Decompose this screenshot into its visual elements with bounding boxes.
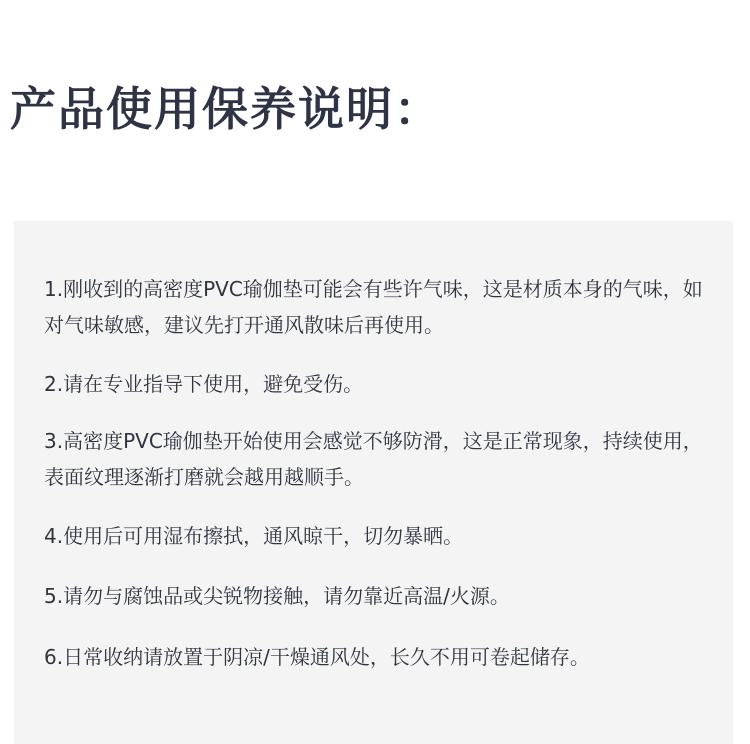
instruction-item-1: 1.刚收到的高密度PVC瑜伽垫可能会有些许气味，这是材质本身的气味，如对气味敏感，建议先打开通风散味后再使用。 [44,277,703,337]
page-title: 产品使用保养说明： [10,82,442,136]
instruction-item-2: 2.请在专业指导下使用，避免受伤。 [44,372,364,396]
instruction-item-3: 3.高密度PVC瑜伽垫开始使用会感觉不够防滑，这是正常现象，持续使用，表面纹理逐渐打磨就会越用越顺手。 [44,429,703,489]
instructions-panel [14,221,733,744]
instruction-item-5: 5.请勿与腐蚀品或尖锐物接触，请勿靠近高温/火源。 [44,584,510,608]
instruction-item-4: 4.使用后可用湿布擦拭，通风晾干，切勿暴晒。 [44,524,464,548]
instruction-item-6: 6.日常收纳请放置于阴凉/干燥通风处，长久不用可卷起储存。 [44,645,590,669]
